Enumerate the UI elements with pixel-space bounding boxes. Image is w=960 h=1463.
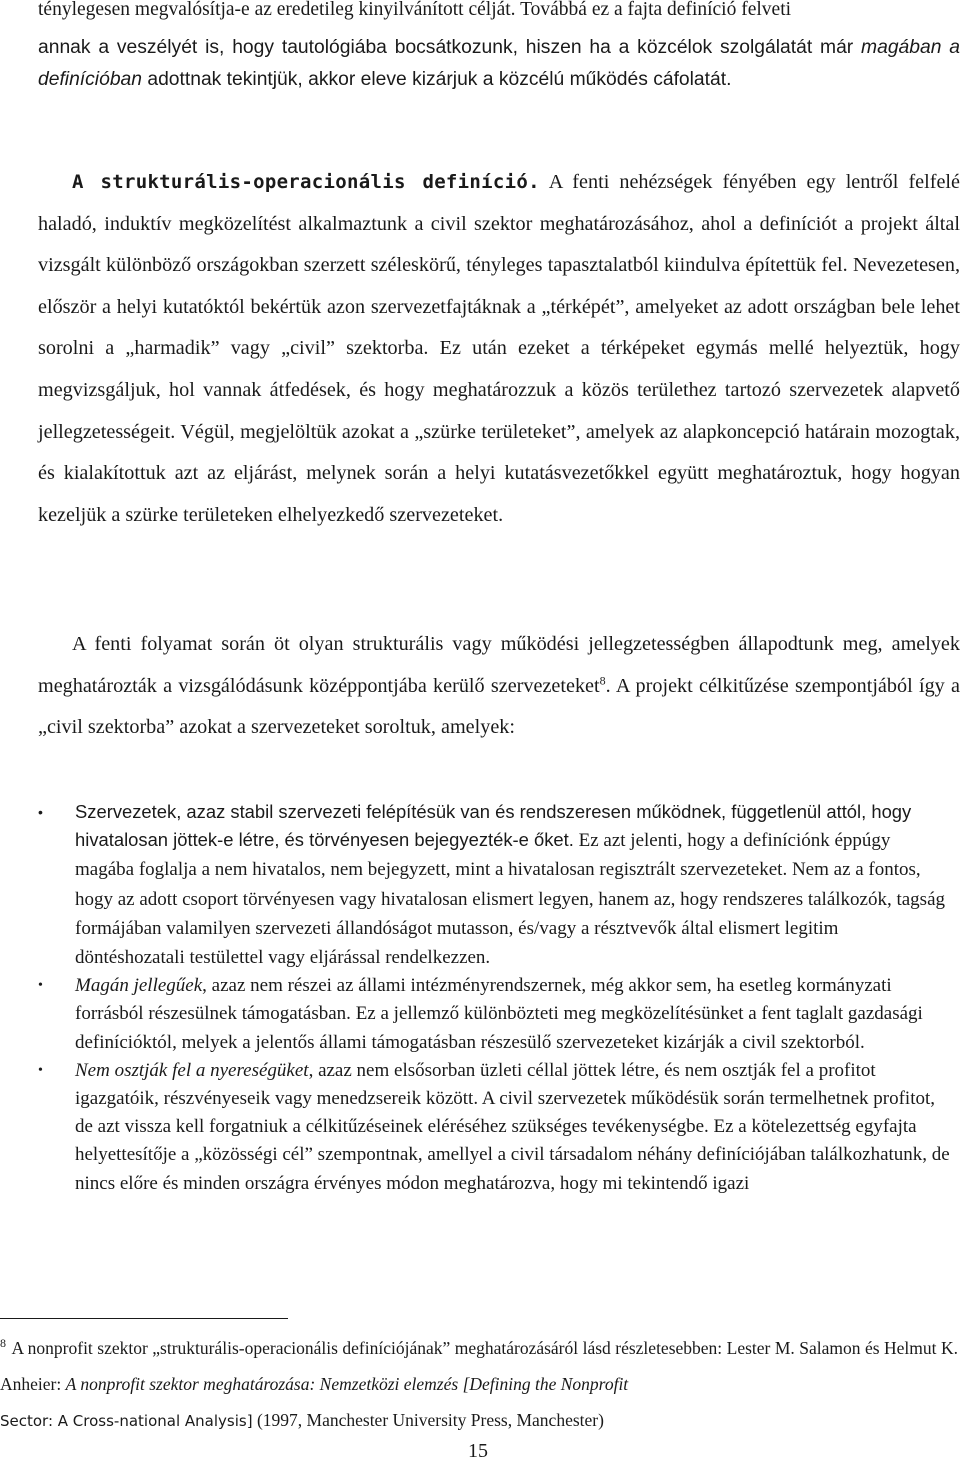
paragraph-text: . A projekt célkitűzése szempontjából így a „civil szektorba” azokat a szervezeteket soroltuk, amelyek:	[38, 674, 960, 738]
list-item-text: , azaz nem részei az állami intézményrendszernek, még akkor sem, ha esetleg kormányzati forrásból részesülnek támogatásban.	[75, 975, 892, 1025]
bullet-icon: •	[38, 1062, 43, 1078]
paragraph-text: Ez után ezeket a térképeket egymás mellé helyeztük, hogy megvizsgáljuk, hol vannak átfedések, és hogy meghatározzuk a közös területhez tartozó szervezetek alapvető jellegzetességeit.	[38, 337, 960, 443]
list-item	[38, 972, 950, 1057]
paragraph-text: Végül, megjelöltük azokat a „szürke területeket”, amelyek az alapkoncepció határain mozogtak, és kialakítottuk azt az eljárást, melynek során a helyi kutatásvezetőkkel együtt meghatároztuk, hogy hogyan kezeljük a szürke területeken elhelyezkedő szervezeteket.	[38, 420, 960, 526]
paragraph-text: A fenti folyamat során öt olyan strukturális vagy működési jellegzetességben állapodtunk meg, amelyek meghatározták a vizsgálódásunk középpontjába kerülő szervezeteket	[38, 633, 960, 697]
footnote-number: 8	[0, 1336, 6, 1351]
paragraph-five-characteristics	[38, 624, 960, 749]
paragraph-structural-definition	[38, 162, 960, 536]
footnote-text: A nonprofit szektor „strukturális-operacionális definíciójának” meghatározásáról lásd részletesebben: Lester M. Salamon és Helmut K. Anheier:	[0, 1338, 958, 1394]
paragraph-text: adottnak tekintjük, akkor eleve kizárjuk a közcélú működés cáfolatát.	[142, 69, 732, 90]
footnote-separator	[0, 1318, 288, 1319]
continued-text-line: ténylegesen megvalósítja-e az eredetileg kinyilvánított célját. Továbbá ez a fajta definíció felveti	[38, 0, 792, 20]
footnote-title-continued: Sector: A Cross-national Analysis]	[0, 1412, 253, 1430]
section-heading: A strukturális-operacionális definíció.	[72, 171, 540, 193]
bullet-icon: •	[38, 804, 43, 820]
list-item-lead: Magán jellegűek	[75, 975, 203, 997]
list-item-text: A civil szervezetek működésük során termelhetnek profitot, de azt vissza kell forgatniuk a célkitűzéseinek eléréséhez szükséges tevékenységbe. Ez a kötelezettség egyfajta helyettesítője a „közösségi cél” szempontnak, amellyel a civil társadalom néhány definíciójában találkozhatunk, de nincs előre és minden országra érvényes módon meghatározva, hogy mi tekintendő igazi	[75, 1088, 950, 1194]
paragraph-tautology	[38, 32, 960, 96]
list-item	[38, 798, 950, 972]
footnote-publisher: (1997, Manchester University Press, Manchester)	[252, 1410, 604, 1430]
list-item-text: Szervezetek, azaz stabil szervezeti felépítésük van és rendszeresen működnek, függetlenül attól, hogy hivatalosan jöttek-e létre, és törvényesen bejegyezték-e őket.	[75, 801, 912, 851]
footnote	[0, 1330, 958, 1439]
footnote-reference[interactable]: 8	[599, 672, 606, 687]
footnote-title: A nonprofit szektor meghatározása: Nemzetközi elemzés [Defining the Nonprofit	[65, 1374, 629, 1394]
list-item-text: Ez azt jelenti, hogy a definíciónk éppúgy magába foglalja a nem hivatalos, nem bejegyzett, mint a hivatalosan regisztrált szervezeteket. Nem az a fontos, hogy az adott csoport törvényesen vagy hivatalosan elismert legyen, hanem az, hogy rendszeres találkozók, tagság formájában valamilyen szervezeti állandóságot mutasson, és/vagy a résztvevők által elismert legitim döntéshozatali testülettel vagy eljárással rendelkezzen.	[75, 830, 946, 969]
list-item-lead: Nem osztják fel a nyereségüket	[75, 1059, 309, 1081]
list-item-text: Ez a jellemző különbözteti meg megközelítésünket a fent taglalt gazdasági definícióktól, melyek a jelentős állami támogatásban részesülő szervezeteket kizárják a civil szektorból.	[75, 1003, 923, 1053]
paragraph-text: Nevezetesen, először a helyi kutatóktól bekértük azon szervezetfajtáknak a „térképét”, amelyeket az adott országban bele lehet sorolni a „harmadik” vagy „civil” szektorba.	[38, 254, 960, 360]
paragraph-text: A fenti nehézségek fényében egy lentről felfelé haladó, induktív megközelítést alkalmaztunk a civil szektor meghatározásához, ahol a definíciót a projekt által vizsgált különböző országokban szerzett széleskörű, tényleges tapasztalatból kiindulva építettük fel.	[38, 171, 960, 277]
bullet-icon: •	[38, 978, 43, 994]
italic-phrase: magában a definícióban	[38, 37, 960, 90]
characteristics-list	[38, 798, 950, 1198]
list-item-text: , azaz nem elsősorban üzleti céllal jöttek létre, és nem osztják fel a profitot igazgatóik, részvényeseik vagy menedzsereik között.	[75, 1059, 876, 1110]
page-number: 15	[468, 1440, 488, 1462]
list-item	[38, 1057, 950, 1198]
paragraph-text: annak a veszélyét is, hogy tautológiába bocsátkozunk, hiszen ha a közcélok szolgálatát már	[38, 37, 862, 58]
